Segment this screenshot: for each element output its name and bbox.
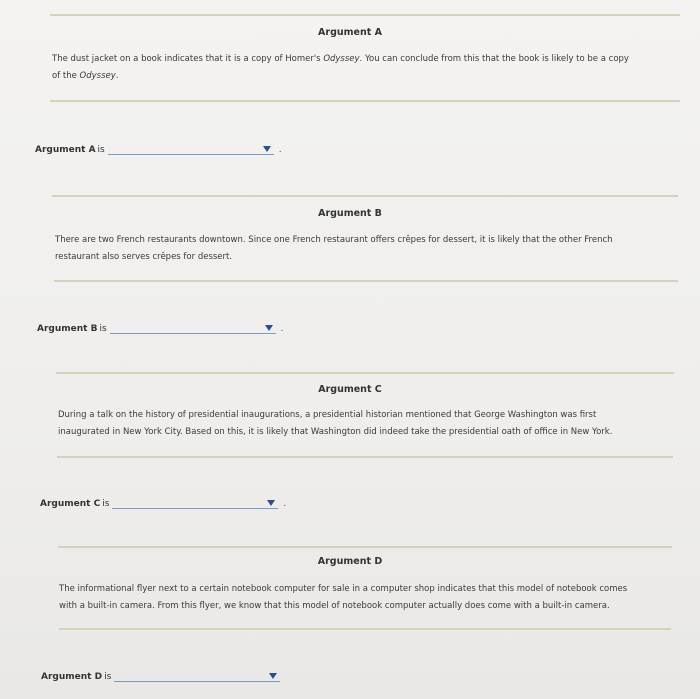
trailing-period: .: [280, 324, 284, 334]
chevron-down-icon: [269, 673, 277, 679]
argument-d-select[interactable]: [114, 670, 280, 682]
divider: [54, 280, 678, 282]
argument-a-text: [52, 51, 682, 85]
chevron-down-icon: [263, 146, 271, 152]
argument-c-text: [58, 407, 678, 441]
argument-a-text-line2: of the Odyssey.: [52, 71, 119, 81]
argument-c-answer-label: Argument C is: [40, 499, 110, 509]
argument-d-text-line1: The informational flyer next to a certain notebook computer for sale in a computer shop indicates that this model of notebook comes: [59, 584, 628, 594]
argument-b-text: [55, 232, 680, 266]
argument-b-text-line2: restaurant also serves crêpes for dessert.: [55, 252, 233, 262]
argument-d-heading: Argument D: [317, 556, 383, 567]
argument-c-heading: Argument C: [318, 384, 382, 395]
argument-c-answer-row: [40, 497, 286, 509]
chevron-down-icon: [265, 325, 273, 331]
divider: [52, 195, 678, 197]
argument-a-answer-row: [35, 143, 282, 155]
argument-a-select[interactable]: [108, 143, 274, 155]
argument-d-text-line2: with a built-in camera. From this flyer, we know that this model of notebook computer actually does come with a built-in camera.: [59, 601, 610, 611]
argument-d-text: [59, 581, 679, 615]
argument-a-heading: Argument A: [318, 27, 382, 38]
trailing-period: .: [278, 145, 282, 155]
divider: [50, 14, 680, 16]
chevron-down-icon: [267, 500, 275, 506]
argument-a-answer-label: Argument A is: [35, 145, 105, 155]
divider: [58, 546, 672, 548]
divider: [50, 100, 680, 102]
argument-b-heading: Argument B: [318, 208, 382, 219]
argument-b-select[interactable]: [110, 322, 276, 334]
argument-a-text-line1: The dust jacket on a book indicates that it is a copy of Homer's Odyssey. You can conclude from this that the book is likely to be a copy: [52, 54, 629, 64]
divider: [57, 456, 673, 458]
argument-b-answer-row: [37, 322, 284, 334]
argument-d-answer-label: Argument D is: [41, 672, 112, 682]
trailing-period: .: [283, 499, 287, 509]
argument-c-text-line2: inaugurated in New York City. Based on this, it is likely that Washington did indeed take the presidential oath of office in New York.: [58, 427, 613, 437]
argument-c-select[interactable]: [112, 497, 278, 509]
argument-b-text-line1: There are two French restaurants downtown. Since one French restaurant offers crêpes for dessert, it is likely that the other French: [55, 235, 613, 245]
divider: [59, 628, 671, 630]
argument-b-answer-label: Argument B is: [37, 324, 107, 334]
argument-d-answer-row: [41, 670, 285, 682]
divider: [56, 372, 674, 374]
argument-c-text-line1: During a talk on the history of presidential inaugurations, a presidential historian mentioned that George Washington was first: [58, 410, 597, 420]
